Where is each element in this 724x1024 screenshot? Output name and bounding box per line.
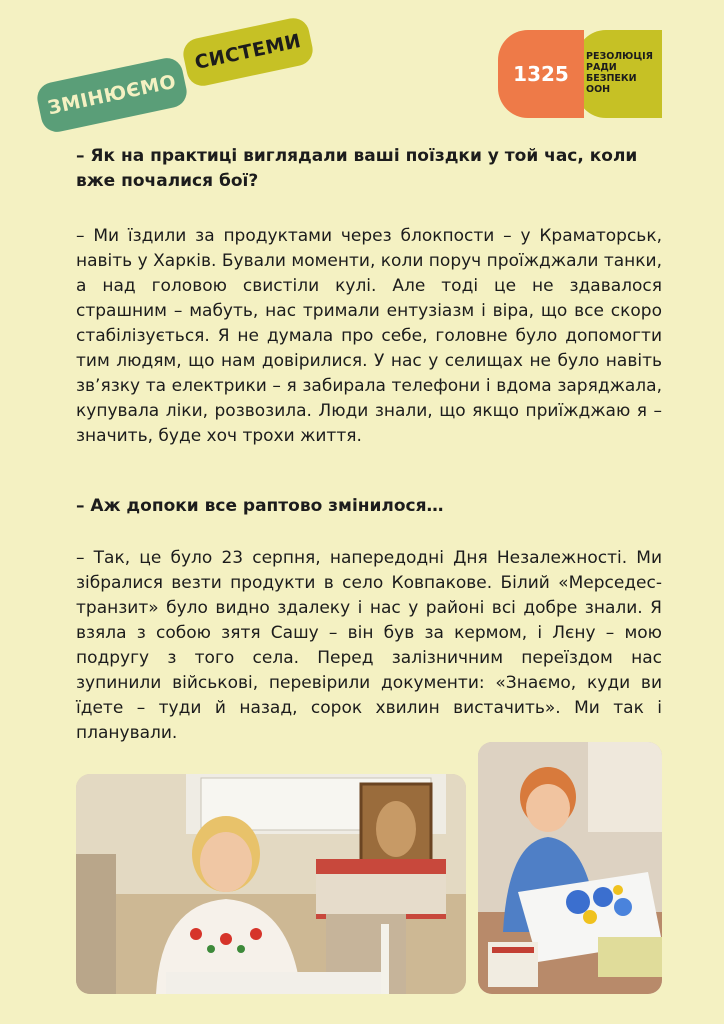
zminiuiemo-systemy-logo bbox=[36, 8, 326, 138]
question-1: – Як на практиці виглядали ваші поїздки у той час, коли вже почалися бої? bbox=[76, 146, 638, 191]
logo-green-text: ЗМІНЮЄМО bbox=[45, 70, 179, 120]
logo-olive-block bbox=[576, 30, 662, 118]
logo-number: 1325 bbox=[513, 62, 569, 86]
logo-orange-block bbox=[498, 30, 584, 118]
logo-resolution-text: РЕЗОЛЮЦІЯ РАДИ БЕЗПЕКИ ООН bbox=[586, 51, 653, 95]
photo-illustration-2 bbox=[478, 742, 662, 994]
question-2: – Аж допоки все раптово змінилося… bbox=[76, 496, 444, 516]
logo-green-pill bbox=[34, 55, 189, 135]
answer-2: – Так, це було 23 серпня, напередодні Дня Незалежності. Ми зібралися везти продукти в село Ковпакове. Білий «Мерседес-транзит» було видно здалеку і нас у районі всі добре знали. Я взяла з собою зятя Сашу – він був за кермом, і Лєну – мою подругу з того села. Перед залізничним переїздом нас зупинили військові, перевірили документи: «Знаємо, куди ви їдете – туди й назад, сорок хвилин вистачить». Ми так і планували. bbox=[76, 548, 662, 743]
answer-1: – Ми їздили за продуктами через блокпости – у Краматорськ, навіть у Харків. Бували моменти, коли поруч проїжджали танки, а над головою свистіли кулі. Але тоді це не здавалося страшним – мабуть, нас тримали ентузіазм і віра, що все скоро стабілізується. Я не думала про себе, головне було допомогти тим людям, що нам довірилися. У нас у селищах не було навіть зв’язку та електрики – я забирала телефони і вдома заряджала, купувала ліки, розвозила. Люди знали, що якщо приїжджаю я – значить, буде хоч трохи життя. bbox=[76, 226, 662, 446]
logo-yellow-pill bbox=[180, 15, 315, 89]
resolution-1325-logo bbox=[498, 30, 662, 118]
photo-woman-embroidered-blouse bbox=[76, 774, 466, 994]
photo-illustration-1 bbox=[76, 774, 466, 994]
photo-woman-blue-shirt-embroidery bbox=[478, 742, 662, 994]
logo-yellow-text: СИСТЕМИ bbox=[192, 30, 304, 74]
